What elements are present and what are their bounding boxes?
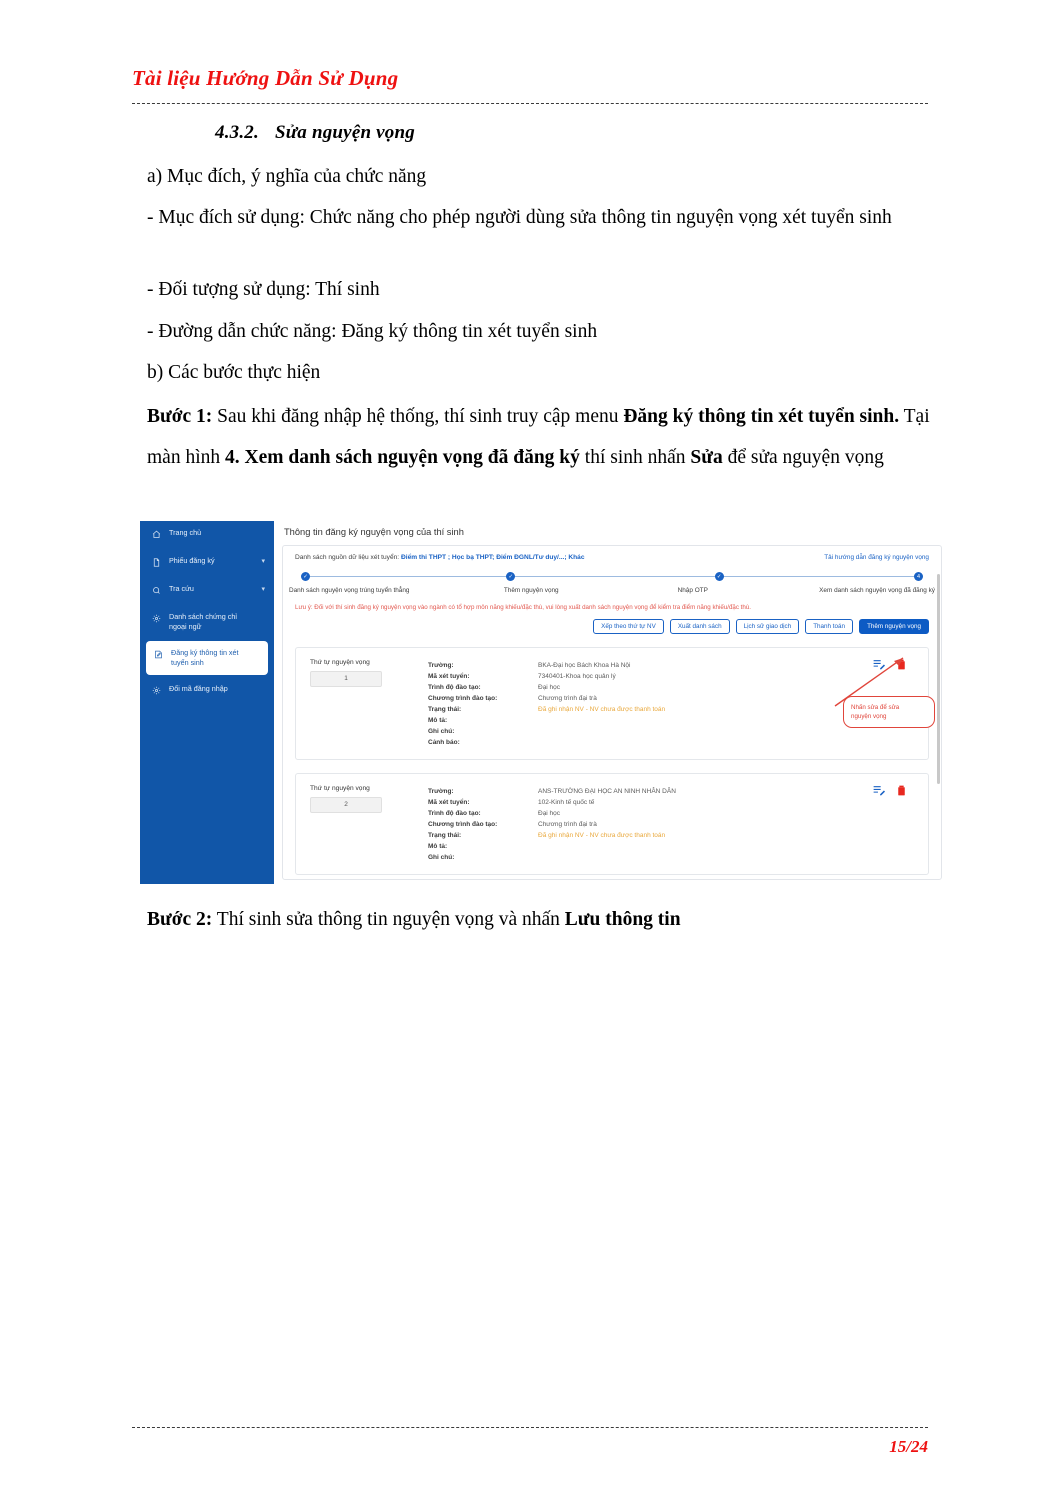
stepper-line — [307, 576, 917, 577]
field-row — [428, 726, 918, 737]
step1-text-4: để sửa nguyện vọng — [722, 447, 884, 468]
order-value-input[interactable]: 1 — [310, 671, 382, 687]
sidebar-item-chung-chi-ngoai-ngu[interactable] — [140, 605, 274, 639]
order-label: Thứ tự nguyện vọng — [310, 784, 370, 792]
paragraph-path: - Đường dẫn chức năng: Đăng ký thông tin xét tuyển sinh — [147, 321, 598, 342]
field-value: Đại học — [538, 683, 561, 691]
field-key: Chương trình đào tạo: — [428, 694, 498, 702]
chevron-down-icon[interactable]: ▾ — [261, 586, 265, 593]
app-sidebar — [140, 521, 274, 884]
section-number: 4.3.2. — [215, 122, 259, 143]
nguyen-vong-panel — [282, 545, 942, 880]
callout-line-2: nguyện vọng — [851, 713, 887, 720]
paragraph-steps-heading: b) Các bước thực hiện — [147, 362, 321, 383]
field-key: Mô tả: — [428, 716, 448, 724]
app-window-title: Thông tin đăng ký nguyện vọng của thí sinh — [274, 521, 950, 543]
page-number: 15/24 — [889, 1437, 928, 1456]
stepper-dot-1[interactable]: ✓ — [301, 572, 310, 581]
field-row — [428, 786, 918, 797]
field-row — [428, 819, 918, 830]
add-nguyen-vong-button[interactable]: Thêm nguyện vọng — [859, 619, 929, 634]
field-key: Mã xét tuyển: — [428, 672, 470, 680]
sidebar-item-tra-cuu[interactable] — [140, 577, 274, 605]
field-value: 7340401-Khoa học quản lý — [538, 672, 616, 680]
file-icon — [151, 557, 162, 568]
field-key: Mô tả: — [428, 842, 448, 850]
stepper-dot-3[interactable]: ✓ — [715, 572, 724, 581]
gear-icon — [151, 685, 162, 696]
field-value: ANS-TRƯỜNG ĐẠI HỌC AN NINH NHÂN DÂN — [538, 787, 676, 795]
stepper-label-2: Thêm nguyện vọng — [503, 587, 559, 594]
step2-text-1: Thí sinh sửa thông tin nguyện vọng và nhấn — [212, 909, 565, 930]
data-source-label: Danh sách nguồn dữ liệu xét tuyển: — [295, 554, 401, 561]
payment-button[interactable]: Thanh toán — [805, 619, 853, 634]
paragraph-audience: - Đối tượng sử dụng: Thí sinh — [147, 279, 380, 300]
sidebar-item-phieu-dang-ky[interactable] — [140, 549, 274, 577]
step1-bold-3: Sửa — [690, 447, 723, 468]
annotation-callout — [843, 696, 935, 728]
order-label: Thứ tự nguyện vọng — [310, 658, 370, 666]
data-source-text — [295, 554, 585, 561]
gear-icon — [151, 613, 162, 624]
stepper-label-3: Nhập OTP — [677, 587, 708, 594]
sidebar-item-dang-ky-thong-tin-xet-tuyen-sinh[interactable] — [146, 641, 268, 675]
field-row — [428, 841, 918, 852]
field-value: Chương trình đại trà — [538, 694, 597, 702]
callout-line-1: Nhấn sửa để sửa — [851, 704, 900, 711]
sidebar-item-doi-ma-dang-nhap[interactable] — [140, 677, 274, 705]
step2-bold-1: Lưu thông tin — [564, 909, 681, 930]
purpose-text: Chức năng cho phép người dùng sửa thông tin nguyện vọng xét tuyển sinh — [309, 207, 892, 228]
sidebar-item-label: Đổi mã đăng nhập — [169, 684, 228, 693]
delete-icon[interactable] — [895, 784, 908, 797]
sidebar-item-label: Danh sách chứng chỉ ngoại ngữ — [169, 612, 237, 631]
purpose-label: - Mục đích sử dụng: — [147, 207, 310, 228]
footer-divider — [132, 1427, 928, 1428]
warning-note: Lưu ý: Đối với thí sinh đăng ký nguyện vọng vào ngành có tổ hợp môn năng khiếu/đặc thù, vui lòng xuất danh sách nguyện vọng để kiểm tra điểm năng khiếu/đặc thù. — [295, 603, 751, 611]
edit-doc-icon — [153, 649, 164, 660]
stepper-labels — [289, 586, 935, 596]
field-value: BKA-Đại học Bách Khoa Hà Nội — [538, 661, 631, 669]
paragraph-step-1 — [147, 396, 952, 478]
data-source-row — [283, 546, 941, 565]
transaction-history-button[interactable]: Lịch sử giao dịch — [736, 619, 800, 634]
field-key: Chương trình đào tạo: — [428, 820, 498, 828]
section-heading — [215, 122, 415, 144]
stepper-dot-4[interactable]: 4 — [914, 572, 923, 581]
search-icon — [151, 585, 162, 596]
field-key: Trạng thái: — [428, 831, 462, 839]
field-key: Trạng thái: — [428, 705, 462, 713]
sort-by-nv-button[interactable]: Xếp theo thứ tự NV — [593, 619, 664, 634]
stepper-label-1: Danh sách nguyện vọng trúng tuyển thẳng — [289, 587, 410, 594]
field-key: Trường: — [428, 787, 454, 795]
field-key: Cảnh báo: — [428, 738, 460, 746]
card-order-section — [310, 785, 428, 863]
header-title: Tài liệu Hướng Dẫn Sử Dụng — [132, 66, 399, 90]
field-row — [428, 737, 918, 748]
paragraph-step-2 — [147, 903, 952, 937]
paragraph-purpose — [147, 201, 952, 235]
download-guide-link[interactable]: Tải hướng dẫn đăng ký nguyện vọng — [824, 554, 929, 561]
sidebar-item-label: Trang chủ — [169, 528, 202, 537]
stepper-dot-2[interactable]: ✓ — [506, 572, 515, 581]
field-key: Trường: — [428, 661, 454, 669]
nguyen-vong-card — [295, 773, 929, 875]
field-row — [428, 830, 918, 841]
card-fields — [428, 785, 918, 863]
status-badge: Đã ghi nhận NV - NV chưa được thanh toán — [538, 705, 666, 713]
step2-label: Bước 2: — [147, 909, 213, 930]
section-title: Sửa nguyện vọng — [274, 122, 415, 143]
sidebar-item-label: Tra cứu — [169, 584, 194, 593]
step1-text-1: Sau khi đăng nhập hệ thống, thí sinh truy cập menu — [212, 406, 624, 427]
field-row — [428, 797, 918, 808]
header-divider — [132, 103, 928, 104]
field-key: Ghi chú: — [428, 853, 455, 861]
sidebar-item-trang-chu[interactable] — [140, 521, 274, 549]
data-source-value: Điểm thi THPT ; Học bạ THPT; Điểm ĐGNL/Tư duy/...; Khác — [400, 554, 585, 561]
field-value: Chương trình đại trà — [538, 820, 597, 828]
progress-stepper — [301, 572, 923, 582]
sidebar-item-label: Đăng ký thông tin xét tuyển sinh — [171, 648, 239, 667]
card-action-icons — [872, 784, 908, 797]
sidebar-item-label: Phiếu đăng ký — [169, 556, 215, 565]
chevron-down-icon[interactable]: ▾ — [261, 558, 265, 565]
field-key: Ghi chú: — [428, 727, 455, 735]
field-key: Mã xét tuyển: — [428, 798, 470, 806]
step1-label: Bước 1: — [147, 406, 213, 427]
status-badge: Đã ghi nhận NV - NV chưa được thanh toán — [538, 831, 666, 839]
app-main — [274, 521, 950, 884]
embedded-app-screenshot — [140, 521, 950, 884]
step1-bold-1: Đăng ký thông tin xét tuyển sinh. — [623, 406, 900, 427]
field-row — [428, 808, 918, 819]
field-key: Trình độ đào tạo: — [428, 683, 481, 691]
field-value: Đại học — [538, 809, 561, 817]
edit-icon[interactable] — [872, 784, 885, 797]
action-button-row — [295, 619, 929, 634]
document-header — [132, 66, 932, 91]
step1-bold-2: 4. Xem danh sách nguyện vọng đã đăng ký — [225, 447, 580, 468]
step1-text-2: Tại màn hình — [147, 406, 930, 468]
paragraph-purpose-heading: a) Mục đích, ý nghĩa của chức năng — [147, 166, 427, 187]
stepper-label-4: Xem danh sách nguyện vọng đã đăng ký — [819, 587, 935, 594]
home-icon — [151, 529, 162, 540]
step1-text-3: thí sinh nhấn — [579, 447, 691, 468]
field-key: Trình độ đào tạo: — [428, 809, 481, 817]
field-value: 102-Kinh tế quốc tế — [538, 798, 595, 806]
order-value-input[interactable]: 2 — [310, 797, 382, 813]
card-order-section — [310, 659, 428, 748]
field-row — [428, 852, 918, 863]
export-list-button[interactable]: Xuất danh sách — [670, 619, 730, 634]
